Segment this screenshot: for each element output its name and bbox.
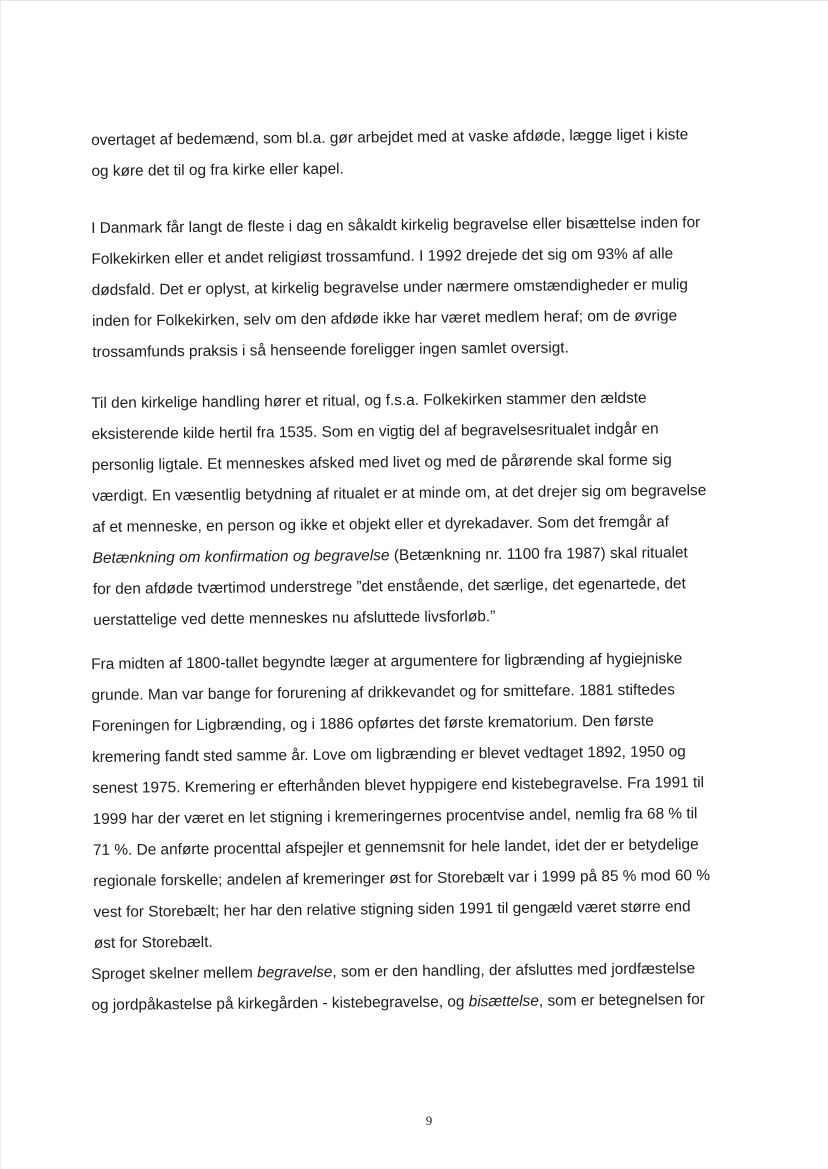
text-line: personlig ligtale. Et menneskes afsked med livet og med de pårørende skal forme sig [91,451,672,474]
text-line: for den afdøde tværtimod understrege ”det enstående, det særlige, det egenartede, det [92,575,686,598]
text-line: regionale forskelle; andelen af kremeringer øst for Storebælt var i 1999 på 85 % mod 60 % [93,867,711,890]
text-line: 71 %. De anførte procenttal afspejler et gennemsnit for hele landet, idet der er betydelige [92,836,699,859]
text-line: senest 1975. Kremering er efterhånden blevet hyppigere end kistebegravelse. Fra 1991 til [92,774,705,797]
text-line: værdigt. En væsentlig betydning af ritualet er at minde om, at det drejer sig om begravelse [91,482,707,505]
text-line: Til den kirkelige handling hører et ritual, og f.s.a. Folkekirken stammer den ældste [91,389,647,412]
paragraph-4 [91,642,774,959]
text-line: Fra midten af 1800-tallet begyndte læger at argumentere for ligbrænding af hygiejniske [91,650,683,673]
text-line: overtaget af bedemænd, som bl.a. gør arbejdet med at vaske afdøde, lægge liget i kiste [91,126,689,149]
book-title: Betænkning om konfirmation og begravelse [92,547,390,567]
text-line: og køre det til og fra kirke eller kapel. [91,160,344,180]
text-line: Betænkning om konfirmation og begravelse (Betænkning nr. 1100 fra 1987) skal ritualet [92,544,688,567]
text-line: øst for Storebælt. [93,933,213,952]
page-number: 9 [425,1113,433,1128]
paragraph-5 [91,952,772,1021]
term-begravelse: begravelse [257,963,333,982]
paragraph-1 [91,118,772,187]
text-line: Foreningen for Ligbrænding, og i 1886 opførtes det første krematorium. Den første [91,712,654,735]
text-line: kremering fandt sted samme år. Love om ligbrænding er blevet vedtaget 1892, 1950 og [91,743,686,766]
text-line: I Danmark får langt de fleste i dag en såkaldt kirkelig begravelse eller bisættelse inden for [91,214,701,237]
text-line: grunde. Man var bange for forurening af drikkevandet og for smittefare. 1881 stiftedes [91,681,675,704]
text-line: dødsfald. Det er oplyst, at kirkelig begravelse under nærmere omstændigheder er mulig [91,276,689,299]
text-line: trossamfunds praksis i så henseende foreligger ingen samlet oversigt. [92,339,569,361]
text-line: Folkekirken eller et andet religiøst trossamfund. I 1992 drejede det sig om 93% af alle [91,245,674,268]
paragraph-2 [91,206,772,368]
text-line: vest for Storebælt; her har den relative stigning siden 1991 til gengæld været større end [93,898,691,921]
text-line: og jordpåkastelse på kirkegården - kistebegravelse, og bisættelse, som er betegnelsen for [91,991,705,1014]
text-line: uerstattelige ved dette menneskes nu afsluttede livsforløb.” [93,608,496,629]
text-line: Sproget skelner mellem begravelse, som er den handling, der afsluttes med jordfæstelse [91,960,696,983]
text-line: eksisterende kilde hertil fra 1535. Som en vigtig del af begravelsesritualet indgår en [91,420,659,443]
text-line: af et menneske, en person og ikke et objekt eller et dyrekadaver. Som det fremgår af [92,513,670,536]
text-line: inden for Folkekirken, selv om den afdøde ikke har været medlem heraf; om de øvrige [91,307,678,330]
text-line: 1999 har der været en let stigning i kremeringernes procentvise andel, nemlig fra 68 % til [92,805,698,828]
paragraph-3 [91,381,773,636]
term-bisaettelse: bisættelse [468,992,539,1011]
